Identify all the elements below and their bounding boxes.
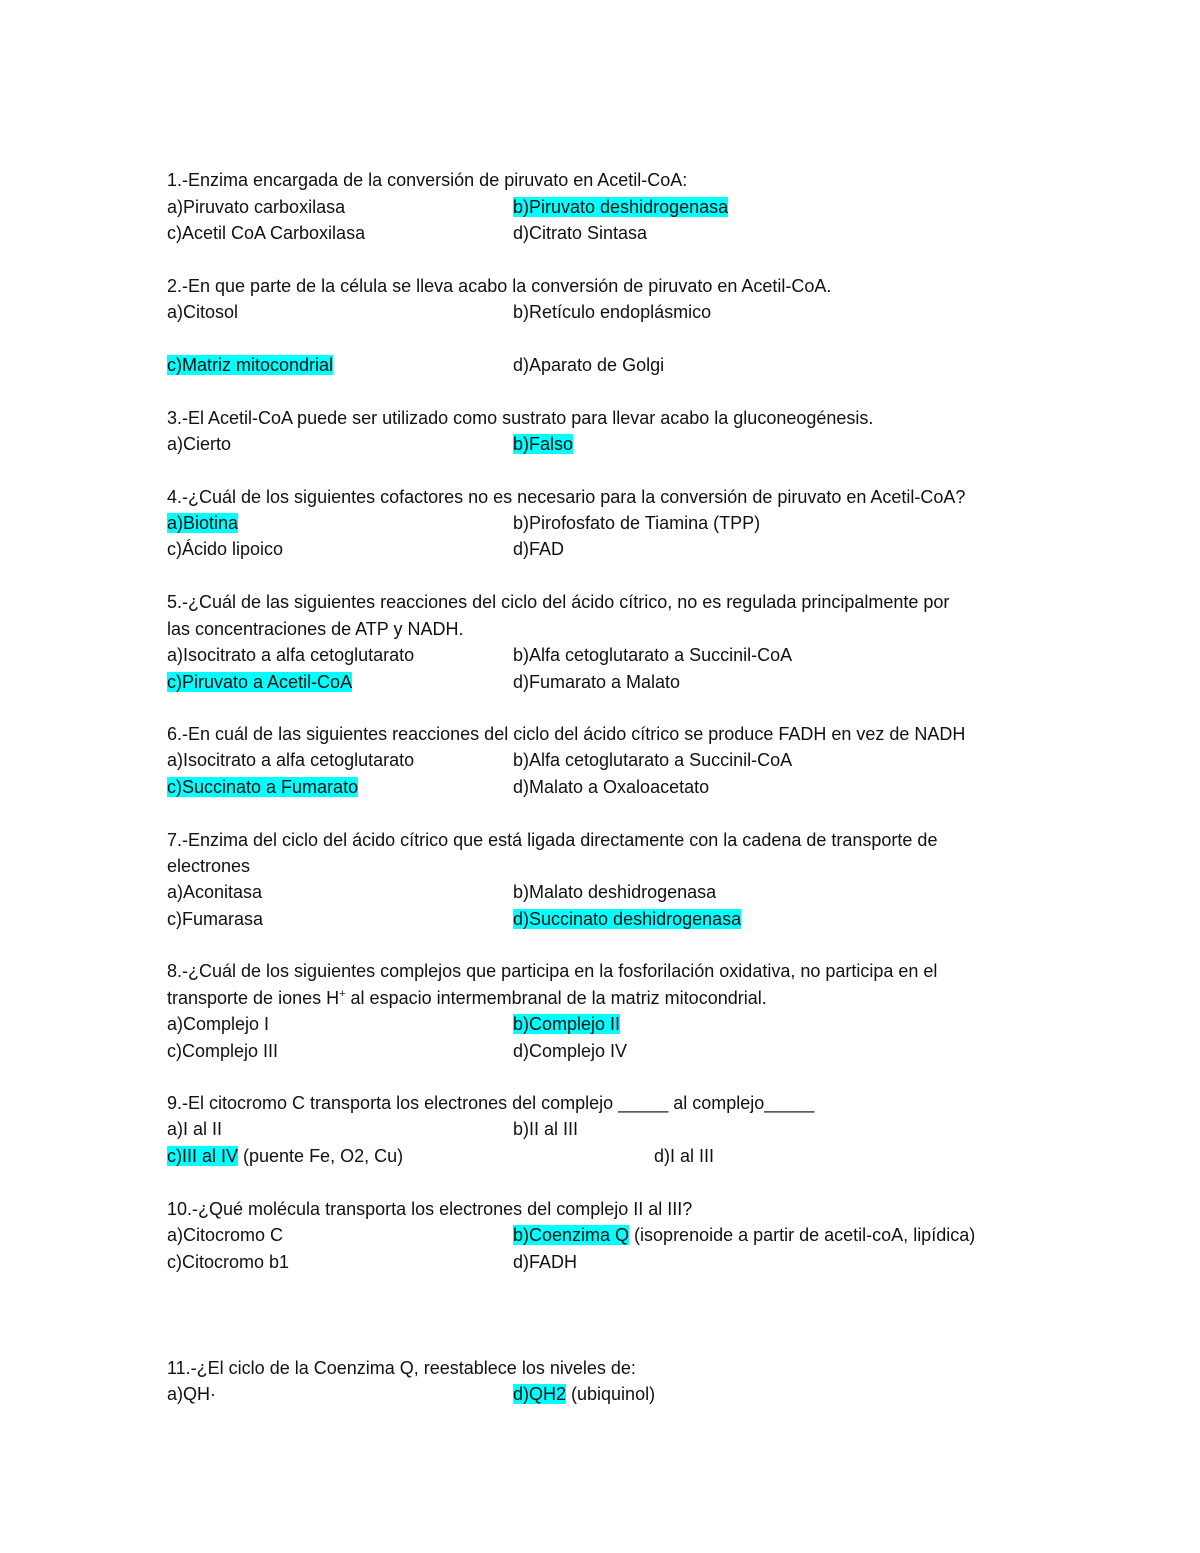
option-4a-answer: a)Biotina — [167, 513, 239, 533]
option-8b-answer: b)Complejo II — [513, 1014, 621, 1034]
option-6b: b)Alfa cetoglutarato a Succinil-CoA — [513, 750, 793, 770]
question-8-text-line-1: 8.-¿Cuál de los siguientes complejos que participa en la fosforilación oxidativa, no participa en el — [167, 961, 938, 981]
option-10d: d)FADH — [513, 1252, 578, 1272]
option-1c: c)Acetil CoA Carboxilasa — [167, 223, 366, 243]
option-11d-note: (ubiquinol) — [566, 1384, 656, 1404]
option-5a: a)Isocitrato a alfa cetoglutarato — [167, 645, 415, 665]
option-8a: a)Complejo I — [167, 1014, 270, 1034]
option-4b: b)Pirofosfato de Tiamina (TPP) — [513, 513, 761, 533]
question-8-text-line-2a: transporte de iones H — [167, 988, 340, 1008]
option-5c-answer: c)Piruvato a Acetil-CoA — [167, 672, 353, 692]
option-2b: b)Retículo endoplásmico — [513, 302, 712, 322]
option-4c: c)Ácido lipoico — [167, 539, 284, 559]
option-2d: d)Aparato de Golgi — [513, 355, 665, 375]
option-3a: a)Cierto — [167, 434, 232, 454]
option-2a: a)Citosol — [167, 302, 239, 322]
option-10c: c)Citocromo b1 — [167, 1252, 290, 1272]
question-9-text: 9.-El citocromo C transporta los electrones del complejo _____ al complejo_____ — [167, 1093, 815, 1113]
option-1d: d)Citrato Sintasa — [513, 223, 648, 243]
option-10a: a)Citocromo C — [167, 1225, 284, 1245]
option-6a: a)Isocitrato a alfa cetoglutarato — [167, 750, 415, 770]
question-2-text: 2.-En que parte de la célula se lleva acabo la conversión de piruvato en Acetil-CoA. — [167, 276, 832, 296]
option-9a: a)I al II — [167, 1119, 223, 1139]
option-10b-row — [513, 1223, 975, 1247]
question-11-text: 11.-¿El ciclo de la Coenzima Q, reestablece los niveles de: — [167, 1358, 636, 1378]
option-7a: a)Aconitasa — [167, 882, 263, 902]
option-9c-note: (puente Fe, O2, Cu) — [238, 1146, 404, 1166]
option-9d: d)I al III — [654, 1146, 715, 1166]
question-1-text: 1.-Enzima encargada de la conversión de piruvato en Acetil-CoA: — [167, 170, 688, 190]
option-3b-answer: b)Falso — [513, 434, 574, 454]
option-6c-answer: c)Succinato a Fumarato — [167, 777, 359, 797]
option-7b: b)Malato deshidrogenasa — [513, 882, 717, 902]
question-6-text: 6.-En cuál de las siguientes reacciones del ciclo del ácido cítrico se produce FADH en vez de NADH — [167, 724, 966, 744]
option-10b-answer: b)Coenzima Q — [513, 1225, 630, 1245]
question-8-text-line-2b: al espacio intermembranal de la matriz mitocondrial. — [345, 988, 767, 1008]
question-10-text: 10.-¿Qué molécula transporta los electrones del complejo II al III? — [167, 1199, 693, 1219]
option-7d-answer: d)Succinato deshidrogenasa — [513, 909, 742, 929]
option-5d: d)Fumarato a Malato — [513, 672, 681, 692]
question-5-text-line-1: 5.-¿Cuál de las siguientes reacciones del ciclo del ácido cítrico, no es regulada principalmente por — [167, 592, 950, 612]
option-8d: d)Complejo IV — [513, 1041, 628, 1061]
option-2c-answer: c)Matriz mitocondrial — [167, 355, 334, 375]
question-7-text-line-2: electrones — [167, 856, 251, 876]
option-9c-row — [167, 1144, 403, 1168]
option-6d: d)Malato a Oxaloacetato — [513, 777, 710, 797]
option-1b-answer: b)Piruvato deshidrogenasa — [513, 197, 729, 217]
question-5-text-line-2: las concentraciones de ATP y NADH. — [167, 619, 464, 639]
option-1a: a)Piruvato carboxilasa — [167, 197, 346, 217]
question-4-text: 4.-¿Cuál de los siguientes cofactores no es necesario para la conversión de piruvato en Acetil-CoA? — [167, 487, 966, 507]
option-9c-answer: c)III al IV — [167, 1146, 239, 1166]
option-4d: d)FAD — [513, 539, 565, 559]
option-8c: c)Complejo III — [167, 1041, 279, 1061]
option-11d-answer: d)QH2 — [513, 1384, 567, 1404]
superscript-plus: + — [339, 988, 346, 1000]
option-11a: a)QH· — [167, 1384, 216, 1404]
option-7c: c)Fumarasa — [167, 909, 264, 929]
question-3-text: 3.-El Acetil-CoA puede ser utilizado como sustrato para llevar acabo la gluconeogénesis. — [167, 408, 874, 428]
option-10b-note: (isoprenoide a partir de acetil-coA, lipídica) — [629, 1225, 976, 1245]
option-5b: b)Alfa cetoglutarato a Succinil-CoA — [513, 645, 793, 665]
question-8-text-line-2 — [167, 986, 767, 1010]
option-9b: b)II al III — [513, 1119, 579, 1139]
option-11d-row — [513, 1382, 655, 1406]
question-7-text-line-1: 7.-Enzima del ciclo del ácido cítrico que está ligada directamente con la cadena de transporte de — [167, 830, 938, 850]
